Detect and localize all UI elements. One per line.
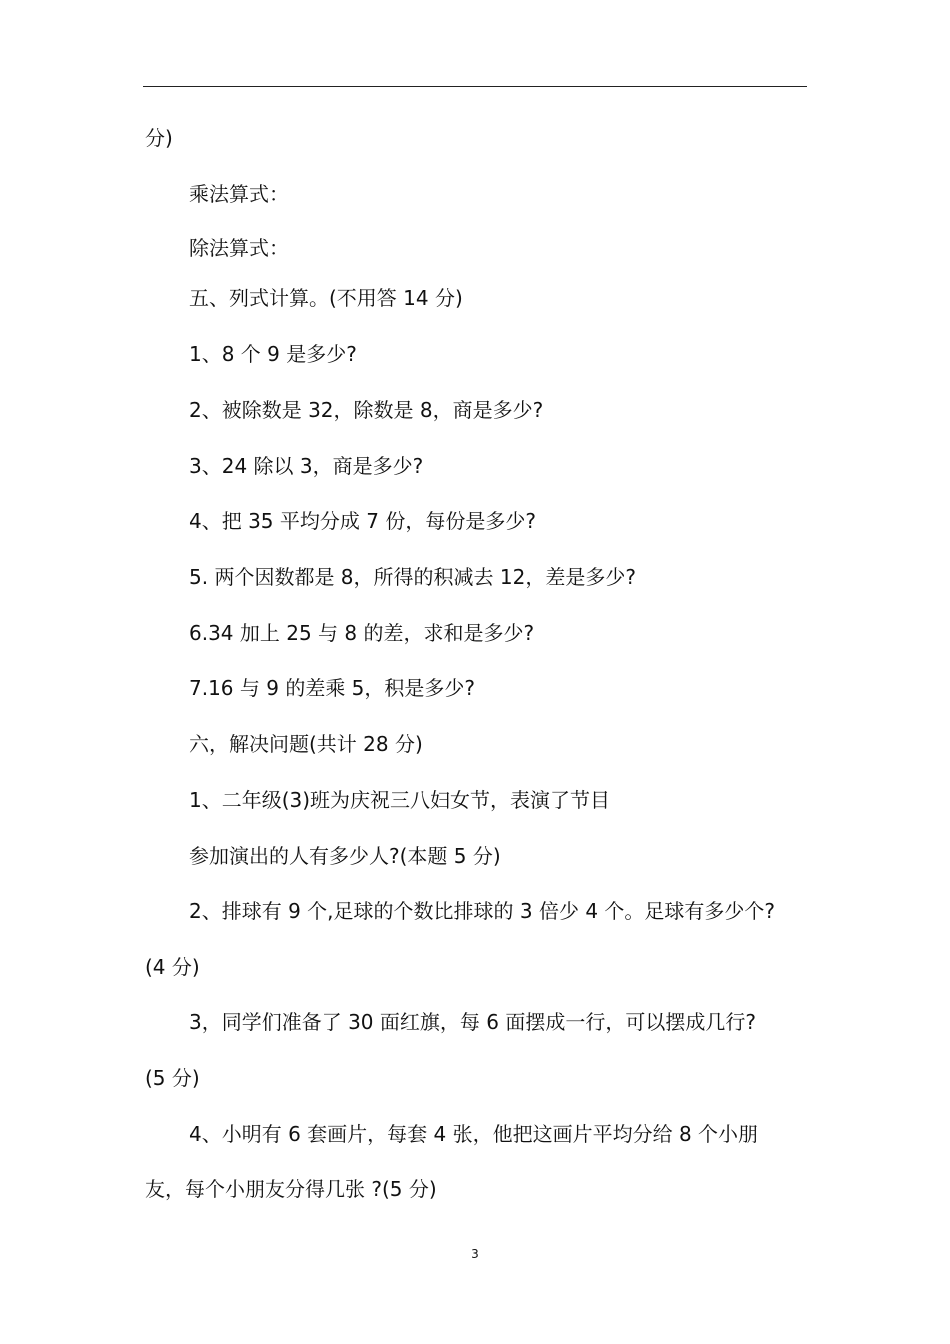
header-rule <box>143 86 807 87</box>
question-item: 1、8 个 9 是多少? <box>189 342 357 366</box>
section-heading: 六，解决问题(共计 28 分) <box>189 732 423 756</box>
question-item: 3，同学们准备了 30 面红旗，每 6 面摆成一行，可以摆成几行? <box>189 1010 756 1034</box>
text-line: 友，每个小朋友分得几张 ?(5 分) <box>145 1177 437 1201</box>
page-number: 3 <box>471 1247 479 1261</box>
text-line: 分) <box>145 126 173 150</box>
question-item: 3、24 除以 3，商是多少? <box>189 454 424 478</box>
question-item: 7.16 与 9 的差乘 5，积是多少? <box>189 676 476 700</box>
question-item: 2、被除数是 32，除数是 8，商是多少? <box>189 398 544 422</box>
text-line: 乘法算式： <box>189 182 289 206</box>
question-item: 5. 两个因数都是 8，所得的积减去 12，差是多少? <box>189 565 636 589</box>
text-line: (4 分) <box>145 955 200 979</box>
question-item: 2、排球有 9 个,足球的个数比排球的 3 倍少 4 个。足球有多少个? <box>189 899 776 923</box>
question-item: 1、二年级(3)班为庆祝三八妇女节，表演了节目 <box>189 788 611 812</box>
text-line: (5 分) <box>145 1066 200 1090</box>
text-line: 除法算式： <box>189 236 289 260</box>
question-item: 4、小明有 6 套画片，每套 4 张，他把这画片平均分给 8 个小朋 <box>189 1122 759 1146</box>
question-item: 参加演出的人有多少人?(本题 5 分) <box>189 844 501 868</box>
question-item: 6.34 加上 25 与 8 的差，求和是多少? <box>189 621 535 645</box>
question-item: 4、把 35 平均分成 7 份，每份是多少? <box>189 509 536 533</box>
section-heading: 五、列式计算。(不用答 14 分) <box>189 286 463 310</box>
